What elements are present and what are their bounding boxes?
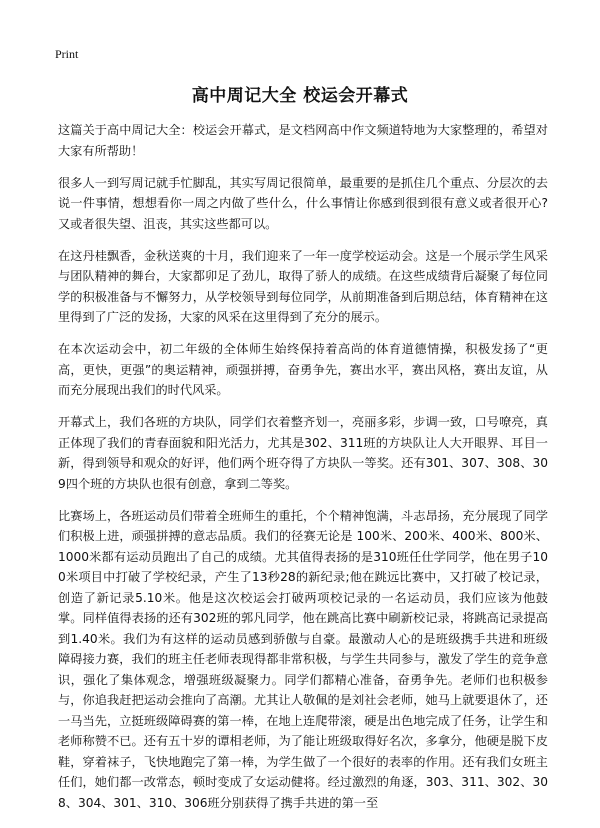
paragraph-opening-ceremony: 开幕式上，我们各班的方块队，同学们衣着整齐划一，亮丽多彩，步调一致，口号嘹亮，真正体现了我们的青春面貌和阳光活力，尤其是302、311班的方块队让人大开眼界、耳目一新，得到领导和观众的好评，他们两个班夺得了方块队一等奖。还有301、307、308、309四个班的方块队也很有创意，拿到二等奖。 [58,415,548,491]
paragraph-intro: 这篇关于高中周记大全：校运会开幕式，是文档网高中作文频道特地为大家整理的，希望对大家有所帮助！ [58,123,548,158]
paragraph-grade-two: 在本次运动会中，初二年级的全体师生始终保持着高尚的体育道德情操，积极发扬了“更高，更快，更强”的奥运精神，顽强拼搏，奋勇争先，赛出水平，赛出风格，赛出友谊，从而充分展现出我们的时代风采。 [58,342,548,397]
paragraph-weekly-notes: 很多人一到写周记就手忙脚乱，其实写周记很简单，最重要的是抓住几个重点、分层次的去说一件事情，想想看你一周之内做了些什么，什么事情让你感到很到很有意义或者很开心?又或者很失望、沮丧，其实这些都可以。 [58,175,548,231]
print-link[interactable]: Print [55,47,79,61]
paragraph-competition: 比赛场上，各班运动员们带着全班师生的重托，个个精神饱满，斗志昂扬，充分展现了同学们积极上进，顽强拼搏的意志品质。我们的径赛无论是 100米、200米、400米、800米、1000米都有运动员跑出了自己的成绩。尤其值得表扬的是310班任仕学同学，他在男子100米项目中打破了学校纪录，产生了13秒28的新纪录;他在跳远比赛中，又打破了校记录，创造了新记录5.10米。他是这次校运会打破两项校记录的一名运动员，我们应该为他鼓掌。同样值得表扬的还有302班的郭凡同学，他在跳高比赛中刷新校记录，将跳高记录提高到1.40米。我们为有这样的运动员感到骄傲与自豪。最激动人心的是班级携手共进和班级障碍接力赛，我们的班主任老师表现得都非常积极，与学生共同参与，激发了学生的竞争意识，强化了集体观念，增强班级凝聚力。同学们都精心准备，奋勇争先。老师们也积极参与，你追我赶把运动会推向了高潮。尤其让人敬佩的是刘社会老师，她马上就要退休了，还一马当先，立挺班级障碍赛的第一棒，在地上连爬带滚，硬是出色地完成了任务，让学生和老师称赞不已。还有五十岁的谭相老师，为了能让班级取得好名次，多拿分，他硬是脱下皮鞋，穿着袜子，飞快地跑完了第一棒，为学生做了一个很好的表率的作用。还有我们女班主任们，她们都一改常态，顿时变成了女运动健将。经过激烈的角逐，303、311、302、308、304、301、310、306班分别获得了携手共进的第一至 [58,508,548,810]
page-title: 高中周记大全 校运会开幕式 [191,86,409,106]
article-body [58,120,548,825]
paragraph-sports-meet: 在这丹桂飘香，金秋送爽的十月，我们迎来了一年一度学校运动会。这是一个展示学生风采与团队精神的舞台，大家都卯足了劲儿，取得了骄人的成绩。在这些成绩背后凝聚了每位同学的积极准备与不懈努力，从学校领导到每位同学，从前期准备到后期总结，体育精神在这里得到了广泛的发扬，大家的风采在这里得到了充分的展示。 [58,248,548,324]
